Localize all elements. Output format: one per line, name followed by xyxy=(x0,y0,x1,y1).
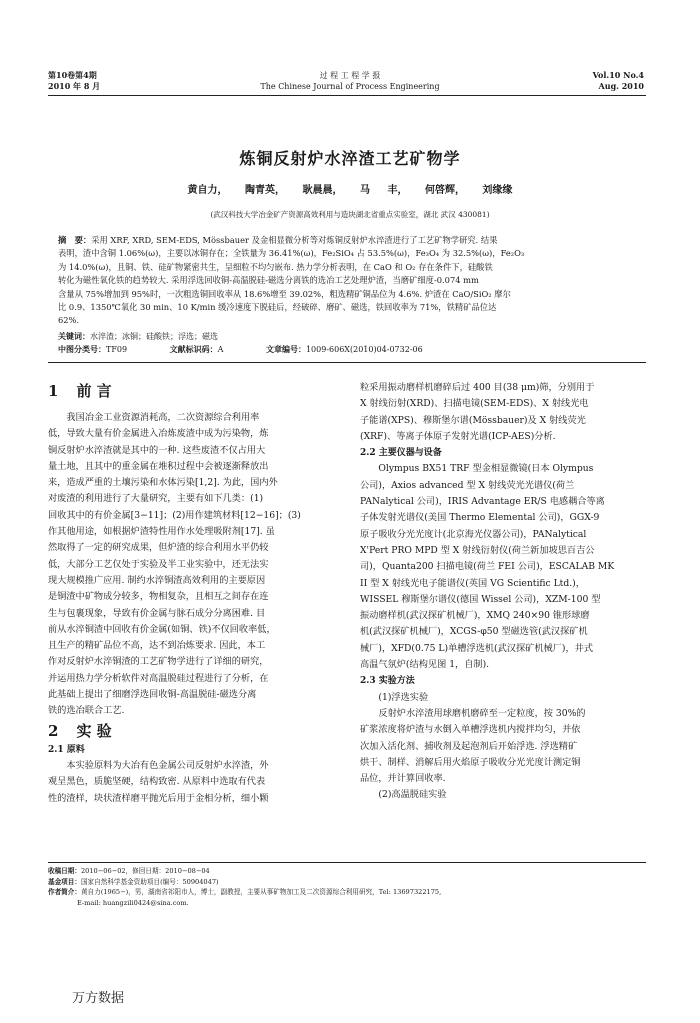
header-rule xyxy=(48,95,646,96)
abstract-label: 摘 要： xyxy=(58,235,92,245)
paper-title: 炼铜反射炉水淬渣工艺矿物学 xyxy=(239,149,461,168)
abstract: 摘 要：采用 XRF, XRD, SEM-EDS, Mössbauer 及金相显微分析等对炼铜反射炉水淬渣进行了工艺矿物学研究. 结果 表明，渣中含铜 1.06%(ω)，主要以冰铜存在；全铁量为 36.41%(ω)，Fe₂SiO₄ 占 53.5%(ω)，Fe₃O₄ 为 32.5%(ω)，Fe₂O₃ 为 14.0%(ω)，且铜、铁、硅矿物紧密共生，呈细粒不均匀嵌布. 热力学分析表明，在 CaO 和 O₂ 存在条件下，硅酸铁 转化为磁性氧化铁的趋势较大. 采用浮选回收铜-高温脱硅-磁选分离铁的选冶工艺处理炉渣，当磨矿细度-0.074 mm 含量从 75%增加到 95%时，一次粗选铜回收率从 18.6%增至 39.02%，粗选精矿铜品位为 4.6%. 炉渣在 CaO/SiO₂ 摩尔 比 0.9、1350℃氧化 30 min、10 K/min 缓冷速度下脱硅后，经破碎、磨矿、磁选，铁回收率为 71%，铁精矿品位达 62%. xyxy=(58,235,525,326)
author-email: E-mail: huangzili0424@sina.com. xyxy=(77,898,189,907)
affiliation: (武汉科技大学冶金矿产资源高效利用与造块湖北省重点实验室，湖北 武汉 430081) xyxy=(210,210,490,219)
subsection-heading-methods: 2.3 实验方法 xyxy=(360,676,415,687)
subsection-heading-instruments: 2.2 主要仪器与设备 xyxy=(360,448,442,459)
classification-line: 中图分类号：TF09 文献标识码：A 文章编号：1009-606X(2010)04-0732-06 xyxy=(58,344,423,354)
section-heading-intro: 1 前 言 xyxy=(48,382,112,400)
footnote-rule xyxy=(48,862,646,863)
method-flotation-heading: (1)浮选实验 xyxy=(378,691,429,703)
subsection-heading-materials: 2.1 原料 xyxy=(48,744,85,755)
keywords: 关键词：水淬渣；冰铜；硅酸铁；浮选；磁选 xyxy=(58,331,218,341)
abstract-rule xyxy=(48,362,646,363)
left-column: 1 前 言 我国冶金工业资源消耗高，二次资源综合利用率 低，导致大量有价金属进入冶炼废渣中成为污染物，炼 铜反射炉水淬渣就是其中的一种. 这些废渣不仅占用大 量土地，且其中的重金属在堆积过程中会被逐渐释放出 来，造成严重的土壤污染和水体污染[1,2]. 为此，国内外 对废渣的利用进行了大量研究，主要有如下几类：(1) 回收其中的有价金属[3−11]；(2)用作建筑材料[12−16]；(3) 作其他用途，如根据炉渣特性用作水处理吸附剂[17]. 虽 然取得了一定的研究成果，但炉渣的综合利用水平仍较 低，大部分工艺仅处于实验及半工业实验中，还无法实 现大规模推广应用. 制约水淬铜渣高效利用的主要原因 是铜渣中矿物成分较多，物相复杂，且相互之间存在连 生与包裹现象，导致有价金属与脉石成分分离困难. 目 前从水淬铜渣中回收有价金属(如铜、铁)不仅回收率低， 且生产的精矿品位不高，达不到冶炼要求. 因此，本工 作对反射炉水淬铜渣的工艺矿物学进行了详细的研究， 并运用热力学分析软件对高温脱硅过程进行了分析，在 此基础上提出了细磨浮选回收铜-高温脱硅-磁选分离 铁的选冶联合工艺. 2 实 验 2.1 原料 本实验原料为大冶有色金属公司反射炉水淬渣，外 观呈黑色，质脆坚硬，结构致密. 从原料中选取有代表 性的渣样，块状渣样磨平抛光后用于金相分析，细小颗 xyxy=(48,380,338,807)
author-list: 黄自力， 陶青英， 耿晨晨， 马 丰， 何啓辉， 刘缘缘 xyxy=(187,185,513,196)
wanfang-watermark: 万方数据 xyxy=(72,991,125,1006)
method-desilication-heading: (2)高温脱硅实验 xyxy=(378,789,447,801)
journal-name: 过 程 工 程 学 报 The Chinese Journal of Process Engineering xyxy=(260,71,440,91)
section-heading-experiment: 2 实 验 xyxy=(48,721,112,740)
journal-volume-issue: 第10卷第4期 2010 年 8 月 xyxy=(48,70,101,91)
journal-vol-no-english: Vol.10 No.4 Aug. 2010 xyxy=(592,70,644,91)
footnote: 收稿日期：2010−06−02，修回日期：2010−08−04 基金项目：国家自然科学基金资助项目(编号：50904047) 作者简介：黄自力(1965−)，男，湖南省祁阳市人，博士，副教授，主要从事矿物加工及二次资源综合利用研究，Tel: 13697322175, E-mail: huangzili0424@sina.com. xyxy=(48,866,646,908)
right-column: 粒采用振动磨样机磨碎后过 400 目(38 μm)筛，分别用于 X 射线衍射(XRD)、扫描电镜(SEM-EDS)、X 射线光电 子能谱(XPS)、穆斯堡尔谱(Mössbauer)及 X 射线荧光 (XRF)、等离子体原子发射光谱(ICP-AES)分析. 2.2 主要仪器与设备 Olympus BX51 TRF 型金相显微镜(日本 Olympus 公司)，Axios advanced 型 X 射线荧光光谱仪(荷兰 PANalytical 公司)，IRIS Advantage ER/S 电感耦合等离 子体发射光谱仪(美国 Thermo Elemental 公司)，GGX-9 原子吸收分光光度计(北京海光仪器公司)，PANalytical X'Pert PRO MPD 型 X 射线衍射仪(荷兰新加坡思百吉公 司)，Quanta200 扫描电镜(荷兰 FEI 公司)，ESCALAB MK II 型 X 射线光电子能谱仪(英国 VG Scientific Ltd.)， WISSEL 穆斯堡尔谱仪(德国 Wissel 公司)，XZM-100 型 振动磨样机(武汉探矿机械厂)，XMQ 240×90 锥形球磨 机(武汉探矿机械厂)，XCGS-φ50 型磁选管(武汉探矿机 械厂)，XFD(0.75 L)单槽浮选机(武汉探矿机械厂)，井式 高温气氛炉(结构见图 1，自制). 2.3 实验方法 (1)浮选实验 反射炉水淬渣用球磨机磨碎至一定粒度，按 30%的 矿浆浓度将炉渣与水倒入单槽浮选机内搅拌均匀，并依 次加入活化剂、捕收剂及起泡剂后开始浮选. 浮选精矿 烘干、制样、消解后用火焰原子吸收分光光度计测定铜 品位，并计算回收率. (2)高温脱硅实验 xyxy=(360,380,646,804)
